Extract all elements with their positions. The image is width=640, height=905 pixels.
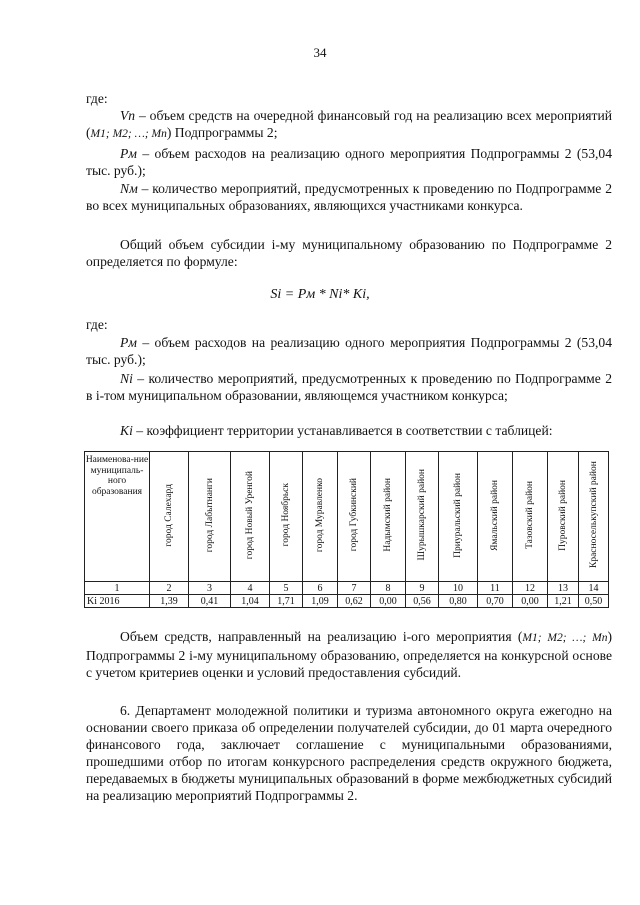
- table-col-header: [371, 452, 406, 582]
- table-col-header: [338, 452, 371, 582]
- general-volume-paragraph: Общий объем субсидии i-му муниципальному образованию по Подпрограмме 2 определяется по формуле:: [86, 237, 612, 269]
- definition-vn-tail: ) Подпрограммы 2;: [166, 125, 278, 140]
- table-header-row: [85, 452, 609, 582]
- table-value-cell: 0,41: [189, 595, 231, 608]
- volume-paragraph-tail: ) Подпрограммы 2 i-му муниципальному образованию, определяется на конкурсной основе с учетом критериев оценки и условий предоставления субсидий.: [86, 629, 612, 680]
- table-col-header: [270, 452, 303, 582]
- table-col-header: [303, 452, 338, 582]
- table-col-header: [513, 452, 548, 582]
- definition-nm-text: – количество мероприятий, предусмотренных к проведению по Подпрограмме 2 во всех муниципальных образованиях, являющихся участниками конкурса.: [86, 181, 612, 213]
- var-nm: Nм: [120, 181, 138, 196]
- definition-ni: [86, 370, 612, 404]
- table-value-cell: 1,39: [150, 595, 189, 608]
- definition-ki: [86, 422, 612, 439]
- table-number-cell: 4: [231, 582, 270, 595]
- formula: Si = Pм * Ni* Ki,: [270, 287, 370, 302]
- table-number-cell: 2: [150, 582, 189, 595]
- table-number-cell: 12: [513, 582, 548, 595]
- table-value-cell: 0,70: [478, 595, 513, 608]
- table-header-name: Наименова-ние муниципаль-ного образования: [85, 452, 150, 582]
- table-number-cell: 13: [548, 582, 579, 595]
- var-pm-2: Pм: [120, 335, 137, 350]
- table-number-cell: 6: [303, 582, 338, 595]
- var-ni: Ni: [120, 371, 133, 386]
- m-list-1: M1; M2; …; Mn: [90, 128, 167, 140]
- coefficient-table: [84, 451, 609, 608]
- table-number-cell: 8: [371, 582, 406, 595]
- table-number-cell: 7: [338, 582, 371, 595]
- var-pm-1: Pм: [120, 146, 137, 161]
- col-label: город Губкинский: [349, 478, 359, 552]
- volume-paragraph-start: Объем средств, направленный на реализацию i-ого мероприятия (: [120, 629, 523, 644]
- definition-vn: [86, 107, 612, 143]
- table-col-header: [406, 452, 439, 582]
- definition-ni-text: – количество мероприятий, предусмотренных к проведению по Подпрограмме 2 в i-том муниципальном образовании, являющемся участником конкурса;: [86, 371, 612, 403]
- col-label: Тазовский район: [525, 481, 535, 549]
- col-label: город Муравленко: [315, 477, 325, 553]
- col-label: Шурышкарский район: [417, 469, 427, 561]
- table-number-row: [85, 582, 609, 595]
- table-number-cell: 14: [579, 582, 609, 595]
- definition-pm-1-text: – объем расходов на реализацию одного мероприятия Подпрограммы 2 (53,04 тыс. руб.);: [86, 146, 612, 178]
- table-col-header: [150, 452, 189, 582]
- col-label: Пуровский район: [558, 479, 568, 551]
- where-label-2: где:: [86, 317, 108, 332]
- table-value-cell: 1,04: [231, 595, 270, 608]
- table-value-cell: 0,50: [579, 595, 609, 608]
- var-vn: Vn: [120, 108, 136, 123]
- col-label: Приуральский район: [453, 472, 463, 558]
- definition-pm-2-text: – объем расходов на реализацию одного мероприятия Подпрограммы 2 (53,04 тыс. руб.);: [86, 335, 612, 367]
- definition-nm: [86, 180, 612, 214]
- table-col-header: [439, 452, 478, 582]
- table-value-cell: 1,21: [548, 595, 579, 608]
- table-row-label: Ki 2016: [85, 595, 150, 608]
- table-value-row: [85, 595, 609, 608]
- col-label: город Лабытнанги: [204, 477, 215, 553]
- table-col-header: [478, 452, 513, 582]
- table-value-cell: 0,00: [513, 595, 548, 608]
- table-col-header: [231, 452, 270, 582]
- paragraph-6: 6. Департамент молодежной политики и туризма автономного округа ежегодно на основании своего приказа об определении получателей субсидии, до 01 марта очередного финансового года, заключает соглашение с муниципальными образованиями, прошедшими отбор по итогам конкурсного распределения средств окружного бюджета, передаваемых в бюджеты муниципальных образований в форме межбюджетных субсидий на реализацию мероприятий Подпрограммы 2.: [86, 703, 612, 803]
- table-number-cell: 10: [439, 582, 478, 595]
- col-label: Красноселькупский район: [588, 461, 599, 569]
- col-label: Ямальский район: [490, 479, 500, 551]
- definition-ki-text: – коэффициент территории устанавливается в соответствии с таблицей:: [136, 423, 553, 438]
- definition-vn-text: – объем средств на очередной финансовый год на реализацию всех мероприятий (: [86, 108, 612, 140]
- definition-pm-1: [86, 145, 612, 179]
- table-value-cell: 0,56: [406, 595, 439, 608]
- table-number-cell: 3: [189, 582, 231, 595]
- table-number-cell: 9: [406, 582, 439, 595]
- table-col-header: [548, 452, 579, 582]
- col-label: город Салехард: [164, 483, 174, 547]
- table-value-cell: 0,80: [439, 595, 478, 608]
- definition-pm-2: [86, 334, 612, 368]
- table-col-header: [579, 452, 609, 582]
- col-label: город Ноябрьск: [281, 483, 291, 547]
- table-number-cell: 1: [85, 582, 150, 595]
- page-number: 34: [313, 45, 327, 60]
- table-value-cell: 1,09: [303, 595, 338, 608]
- table-number-cell: 11: [478, 582, 513, 595]
- table-value-cell: 0,00: [371, 595, 406, 608]
- col-label: город Новый Уренгой: [245, 470, 255, 560]
- col-label: Надымский район: [383, 478, 393, 552]
- volume-paragraph: [86, 628, 612, 681]
- table-value-cell: 0,62: [338, 595, 371, 608]
- table-col-header: [189, 452, 231, 582]
- where-label-1: где:: [86, 91, 108, 106]
- table-number-cell: 5: [270, 582, 303, 595]
- table-value-cell: 1,71: [270, 595, 303, 608]
- m-list-2: M1; M2; …; Mn: [522, 632, 608, 644]
- var-ki: Ki: [120, 423, 133, 438]
